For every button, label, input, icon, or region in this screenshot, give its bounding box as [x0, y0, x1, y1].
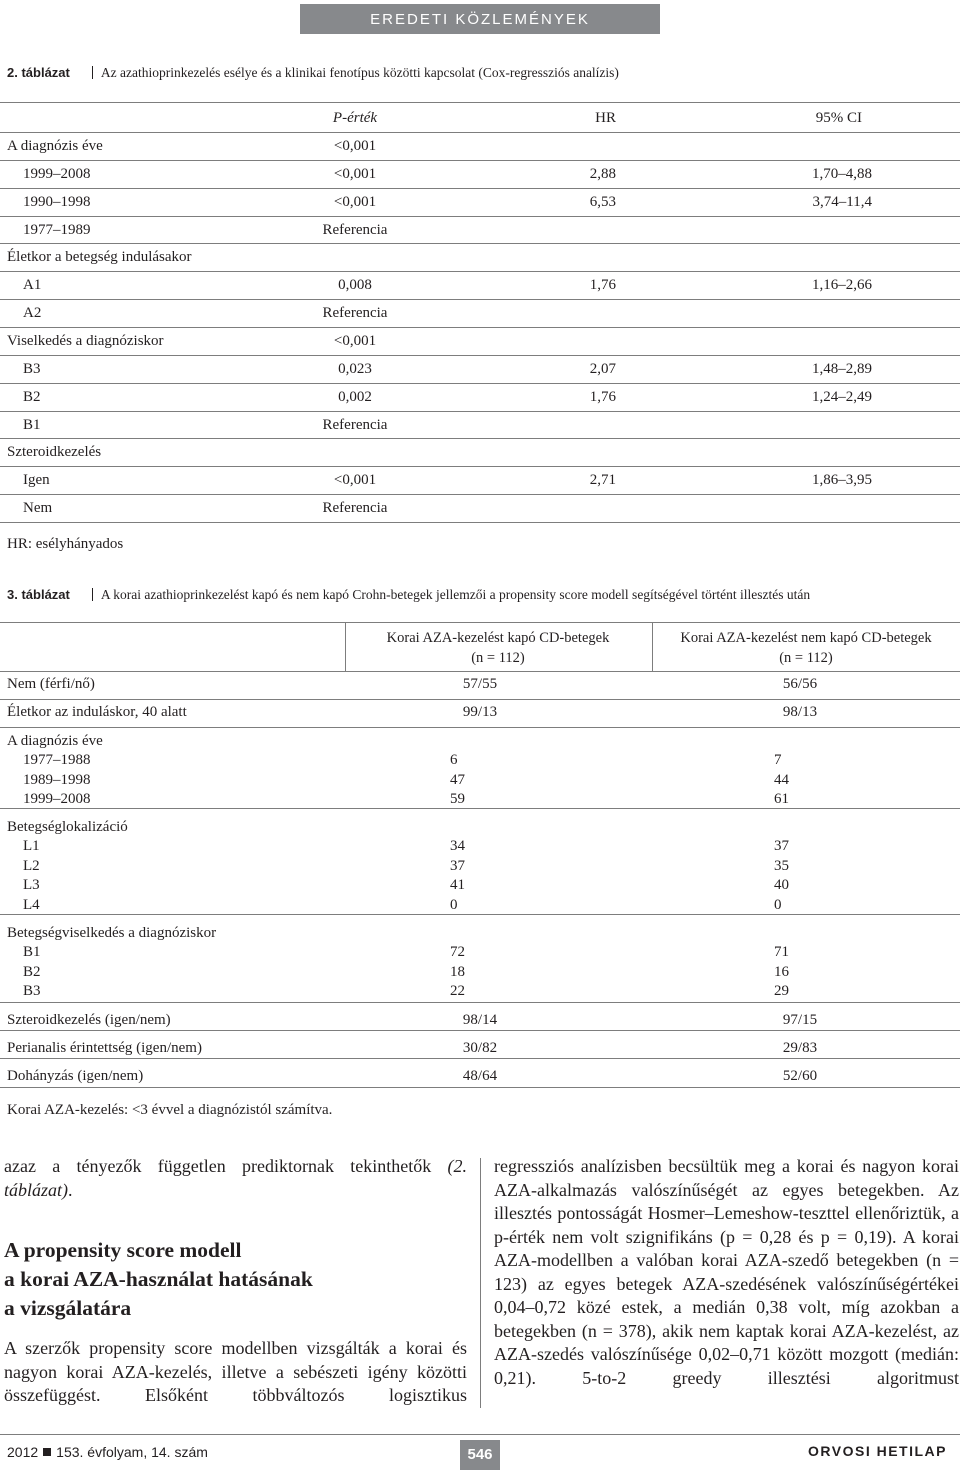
row-label: Nem: [23, 500, 53, 516]
table2-row: [0, 411, 960, 439]
col-a-value: 30/82: [462, 1040, 498, 1056]
col-a-value: 48/64: [462, 1068, 498, 1084]
hr-value: 2,07: [589, 361, 616, 377]
hr-value: 6,53: [589, 194, 616, 210]
table2-row: [0, 494, 960, 522]
para1-end: .: [68, 1179, 73, 1200]
table3-row: [0, 789, 960, 809]
row-label: Dohányzás (igen/nem): [7, 1068, 144, 1084]
table2-row: [0, 355, 960, 383]
col-a-value: 0: [450, 897, 458, 913]
table2-row: [0, 160, 960, 188]
para1-text: azaz a tényezők független prediktornak tekinthetők: [4, 1156, 448, 1176]
table-reference: (2. táblázat): [4, 1156, 467, 1200]
table3-row: [0, 923, 960, 943]
footer-volume: 153. évfolyam, 14. szám: [56, 1444, 208, 1460]
col-b-title: Korai AZA-kezelést nem kapó CD-betegek: [680, 630, 932, 646]
caption-divider: [92, 588, 93, 601]
table2-top-rule: [0, 102, 960, 103]
row-label: 1989–1998: [23, 772, 91, 788]
col-a-value: 99/13: [462, 704, 498, 720]
col-b-value: 35: [774, 858, 789, 874]
p-value: 0,002: [338, 389, 372, 405]
row-label: B1: [23, 417, 41, 433]
col-header-ci: 95% CI: [815, 110, 862, 126]
p-value: Referencia: [322, 222, 388, 238]
table3-row-rule: [0, 727, 960, 728]
table2-caption-text: Az azathioprinkezelés esélye és a klinikai fenotípus közötti kapcsolat (Cox-regressziós analízis): [100, 65, 619, 80]
col-b-value: 40: [774, 877, 789, 893]
row-label: B2: [23, 389, 41, 405]
col-a-value: 47: [450, 772, 465, 788]
row-label: B1: [23, 944, 41, 960]
p-value: Referencia: [322, 500, 388, 516]
col-b-value: 71: [774, 944, 789, 960]
row-label: 1999–2008: [23, 791, 91, 807]
table2-row: [0, 466, 960, 494]
col-a-value: 72: [450, 944, 465, 960]
row-label: B3: [23, 361, 41, 377]
table3-row: [0, 1038, 960, 1058]
hr-value: 2,88: [589, 166, 616, 182]
table3-row: [0, 750, 960, 770]
p-value: Referencia: [322, 417, 388, 433]
p-value: <0,001: [333, 138, 377, 154]
col-a-value: 34: [450, 838, 465, 854]
p-value: <0,001: [333, 472, 377, 488]
table3-caption: [7, 586, 810, 604]
footer-rule: [0, 1434, 960, 1435]
col-b-value: 7: [774, 752, 782, 768]
col-header-hr: HR: [595, 110, 616, 126]
table3-row: [0, 1066, 960, 1086]
column-separator: [480, 1158, 481, 1408]
col-a-value: 22: [450, 983, 465, 999]
table3-row: [0, 962, 960, 982]
heading-line: a korai AZA-használat hatásának: [4, 1267, 313, 1291]
ci-value: 1,70–4,88: [812, 166, 872, 182]
row-label: A1: [23, 277, 42, 293]
table3-col-a-header: [352, 628, 644, 668]
row-label: Életkor az induláskor, 40 alatt: [7, 704, 187, 720]
col-a-n: (n = 112): [471, 650, 525, 666]
col-b-value: 52/60: [782, 1068, 818, 1084]
table3-row: [0, 817, 960, 837]
col-b-value: 29/83: [782, 1040, 818, 1056]
table3-row: [0, 895, 960, 915]
section-banner: EREDETI KÖZLEMÉNYEK: [300, 4, 660, 34]
row-label: Betegséglokalizáció: [7, 819, 128, 835]
col-a-value: 6: [450, 752, 458, 768]
right-para-text: regressziós analízisben becsültük meg a korai és nagyon korai AZA-alkalmazás valószínűségét az egyes betegekben. Az illesztés pontosságát Hosmer–Lemeshow-teszttel ellenőriztük, a p-érték nem volt szignifikáns (p = 0,28 és p = 0,19). A korai AZA-modellben a valóban korai AZA-szedő betegekben (n = 123) az egyes betegek AZA-szedésének valószínűségértékei 0,04–0,72 közé estek, a medián 0,38 volt, míg azokban a betegekben (n = 378), akik nem kaptak korai AZA-kezelést, az AZA-szedés valószínűsége 0,02–0,71 között mozgott (medián: 0,21). 5-to-2 greedy illesztési algoritmust: [494, 1156, 959, 1388]
ci-value: 1,16–2,66: [812, 277, 872, 293]
table3-bottom-rule: [0, 1087, 960, 1088]
col-a-value: 37: [450, 858, 465, 874]
ci-value: 1,86–3,95: [812, 472, 872, 488]
p-value: Referencia: [322, 305, 388, 321]
table3-row-rule: [0, 1002, 960, 1003]
col-b-value: 37: [774, 838, 789, 854]
col-b-n: (n = 112): [779, 650, 833, 666]
table2-note: HR: esélyhányados: [7, 536, 124, 552]
table3-row: [0, 836, 960, 856]
table3-row: [0, 1010, 960, 1030]
journal-name: ORVOSI HETILAP: [808, 1443, 947, 1459]
table2-row: [0, 383, 960, 411]
table2-caption: [7, 64, 619, 82]
row-label: A2: [23, 305, 42, 321]
col-header-p: P-érték: [332, 110, 378, 126]
row-label: Nem (férfi/nő): [7, 676, 95, 692]
hr-value: 2,71: [589, 472, 616, 488]
row-label: L4: [23, 897, 40, 913]
row-label: B3: [23, 983, 41, 999]
row-label: A diagnózis éve: [7, 733, 103, 749]
table2-row: [0, 243, 960, 271]
row-label: Betegségviselkedés a diagnóziskor: [7, 925, 217, 941]
col-b-value: 44: [774, 772, 789, 788]
ci-value: 1,48–2,89: [812, 361, 872, 377]
col-b-value: 98/13: [782, 704, 818, 720]
table2-row: [0, 327, 960, 355]
col-b-value: 16: [774, 964, 789, 980]
col-a-value: 59: [450, 791, 465, 807]
para2-text: A szerzők propensity score modellben vizsgálták a korai és nagyon korai AZA-kezelés, illetve a sebészeti igény közötti összefüggést. Elsőként többváltozós logisztikus: [4, 1338, 467, 1405]
p-value: 0,023: [338, 361, 372, 377]
row-label: A diagnózis éve: [7, 138, 103, 154]
left-column-para2: [4, 1337, 467, 1408]
heading-line: A propensity score modell: [4, 1238, 242, 1262]
p-value: 0,008: [338, 277, 372, 293]
table3-col-divider: [652, 623, 653, 671]
table3-row: [0, 942, 960, 962]
table2-row: [0, 132, 960, 160]
col-b-value: 0: [774, 897, 782, 913]
caption-divider: [92, 66, 93, 79]
row-label: 1999–2008: [23, 166, 91, 182]
row-label: Perianalis érintettség (igen/nem): [7, 1040, 202, 1056]
table3-number: 3. táblázat: [7, 587, 70, 602]
table3-row: [0, 731, 960, 751]
table2-row: [0, 299, 960, 327]
table3-top-rule: [0, 622, 960, 623]
ci-value: 1,24–2,49: [812, 389, 872, 405]
row-label: Életkor a betegség indulásakor: [7, 249, 192, 265]
table2-row: [0, 188, 960, 216]
table3-col-b-header: [656, 628, 956, 668]
col-a-value: 57/55: [462, 676, 498, 692]
row-label: L2: [23, 858, 40, 874]
table2-row: [0, 216, 960, 244]
row-label: 1990–1998: [23, 194, 91, 210]
square-bullet-icon: [43, 1448, 51, 1456]
table3-row-rule: [0, 1058, 960, 1059]
table3-caption-text: A korai azathioprinkezelést kapó és nem kapó Crohn-betegek jellemzői a propensity score modell segítségével történt illesztés után: [100, 587, 811, 602]
table2-number: 2. táblázat: [7, 65, 70, 80]
section-heading: [4, 1236, 313, 1323]
footer-year: 2012: [7, 1444, 39, 1460]
hr-value: 1,76: [589, 389, 616, 405]
row-label: 1977–1988: [23, 752, 91, 768]
table2-header-row: [0, 104, 960, 132]
table3-row-rule: [0, 699, 960, 700]
right-column-para: [494, 1155, 959, 1390]
col-b-value: 97/15: [782, 1012, 818, 1028]
row-label: Szteroidkezelés (igen/nem): [7, 1012, 171, 1028]
table3-row: [0, 981, 960, 1001]
table3-note: Korai AZA-kezelés: <3 évvel a diagnózistól számítva.: [7, 1102, 333, 1118]
p-value: <0,001: [333, 166, 377, 182]
table3-row: [0, 856, 960, 876]
ci-value: 3,74–11,4: [812, 194, 872, 210]
table2-row: [0, 438, 960, 466]
row-label: L1: [23, 838, 40, 854]
left-column-para1: [4, 1155, 467, 1202]
row-label: Szteroidkezelés: [7, 444, 102, 460]
page-number: 546: [460, 1440, 500, 1470]
row-label: Igen: [23, 472, 50, 488]
col-b-value: 61: [774, 791, 789, 807]
table3-row: [0, 875, 960, 895]
table3-row: [0, 770, 960, 790]
table3-row: [0, 674, 960, 694]
col-a-value: 18: [450, 964, 465, 980]
hr-value: 1,76: [589, 277, 616, 293]
table2-bottom-rule: [0, 522, 960, 523]
col-b-value: 56/56: [782, 676, 818, 692]
col-a-title: Korai AZA-kezelést kapó CD-betegek: [386, 630, 610, 646]
row-label: Viselkedés a diagnóziskor: [7, 333, 164, 349]
table3-col-divider: [345, 623, 346, 671]
table3-row-rule: [0, 671, 960, 672]
table3-row-rule: [0, 1030, 960, 1031]
col-a-value: 41: [450, 877, 465, 893]
footer-issue: [7, 1444, 208, 1460]
row-label: L3: [23, 877, 40, 893]
col-b-value: 29: [774, 983, 789, 999]
heading-line: a vizsgálatára: [4, 1296, 132, 1320]
row-label: B2: [23, 964, 41, 980]
table2-row: [0, 271, 960, 299]
row-label: 1977–1989: [23, 222, 91, 238]
table3-row: [0, 702, 960, 722]
p-value: <0,001: [333, 194, 377, 210]
col-a-value: 98/14: [462, 1012, 498, 1028]
p-value: <0,001: [333, 333, 377, 349]
